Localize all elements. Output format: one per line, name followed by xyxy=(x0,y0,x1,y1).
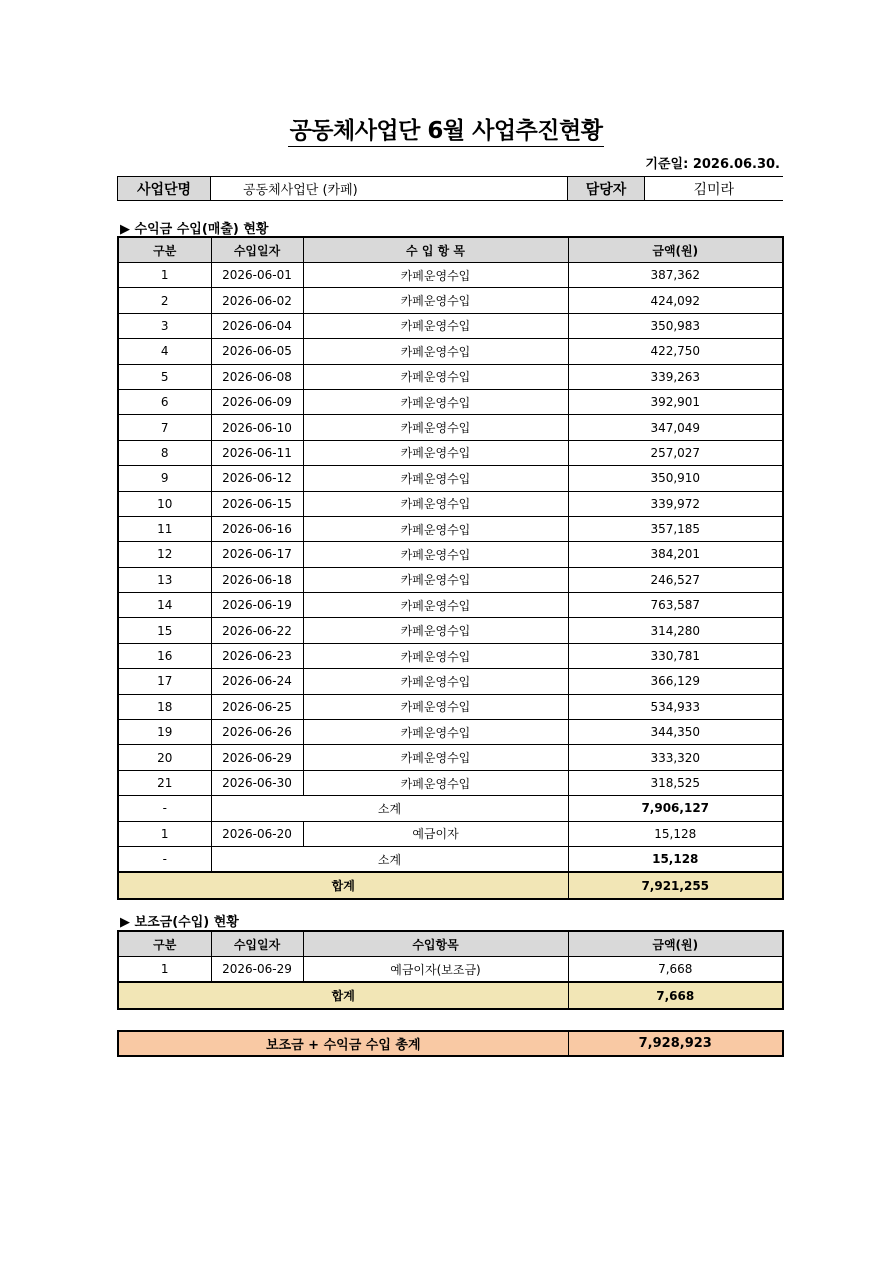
interest-item: 예금이자 xyxy=(303,821,568,846)
interest-no: 1 xyxy=(118,821,211,846)
row-amount: 314,280 xyxy=(568,618,783,643)
row-no: 18 xyxy=(118,694,211,719)
table-row xyxy=(118,542,783,567)
row-item: 카페운영수입 xyxy=(303,542,568,567)
grand-total-amount: 7,928,923 xyxy=(568,1031,783,1056)
income-table xyxy=(117,236,784,900)
income-total-amount: 7,921,255 xyxy=(568,872,783,898)
row-amount: 330,781 xyxy=(568,643,783,668)
row-amount: 387,362 xyxy=(568,263,783,288)
row-date: 2026-06-29 xyxy=(211,957,303,983)
table-row xyxy=(118,694,783,719)
header-date: 수입일자 xyxy=(211,931,303,957)
row-amount: 318,525 xyxy=(568,770,783,795)
row-item: 카페운영수입 xyxy=(303,466,568,491)
row-amount: 339,972 xyxy=(568,491,783,516)
row-item: 카페운영수입 xyxy=(303,720,568,745)
row-no: 14 xyxy=(118,593,211,618)
row-no: 21 xyxy=(118,770,211,795)
row-item: 카페운영수입 xyxy=(303,618,568,643)
row-no: 17 xyxy=(118,669,211,694)
subtotal-label: 소계 xyxy=(211,846,568,872)
header-no: 구분 xyxy=(118,237,211,263)
row-date: 2026-06-05 xyxy=(211,339,303,364)
row-item: 카페운영수입 xyxy=(303,364,568,389)
row-item: 카페운영수입 xyxy=(303,643,568,668)
subsidy-total-label: 합계 xyxy=(118,982,568,1008)
table-row xyxy=(118,643,783,668)
interest-amount: 15,128 xyxy=(568,821,783,846)
table-row xyxy=(118,957,783,983)
row-date: 2026-06-30 xyxy=(211,770,303,795)
row-amount: 347,049 xyxy=(568,415,783,440)
row-amount: 763,587 xyxy=(568,593,783,618)
row-item: 카페운영수입 xyxy=(303,694,568,719)
row-no: 1 xyxy=(118,263,211,288)
row-amount: 392,901 xyxy=(568,389,783,414)
row-no: 8 xyxy=(118,440,211,465)
table-row xyxy=(118,618,783,643)
row-amount: 7,668 xyxy=(568,957,783,983)
row-date: 2026-06-08 xyxy=(211,364,303,389)
row-date: 2026-06-24 xyxy=(211,669,303,694)
row-no: 3 xyxy=(118,313,211,338)
subsidy-section-title: ▶ 보조금(수입) 현황 xyxy=(120,915,239,930)
row-no: 15 xyxy=(118,618,211,643)
interest-date: 2026-06-20 xyxy=(211,821,303,846)
row-item: 카페운영수입 xyxy=(303,389,568,414)
row-no: 20 xyxy=(118,745,211,770)
row-item: 카페운영수입 xyxy=(303,339,568,364)
row-date: 2026-06-12 xyxy=(211,466,303,491)
row-date: 2026-06-09 xyxy=(211,389,303,414)
table-row xyxy=(118,466,783,491)
row-amount: 339,263 xyxy=(568,364,783,389)
row-no: 4 xyxy=(118,339,211,364)
table-row xyxy=(118,440,783,465)
group-name-label: 사업단명 xyxy=(118,177,211,201)
subtotal-no: - xyxy=(118,846,211,872)
row-no: 1 xyxy=(118,957,211,983)
row-no: 9 xyxy=(118,466,211,491)
subtotal-no: - xyxy=(118,796,211,821)
row-date: 2026-06-25 xyxy=(211,694,303,719)
income-subtotal-row xyxy=(118,796,783,821)
row-date: 2026-06-22 xyxy=(211,618,303,643)
row-date: 2026-06-18 xyxy=(211,567,303,592)
info-table xyxy=(117,176,783,201)
grand-total-label: 보조금 + 수익금 수입 총계 xyxy=(118,1031,568,1056)
row-amount: 257,027 xyxy=(568,440,783,465)
row-item: 카페운영수입 xyxy=(303,313,568,338)
income-header-row xyxy=(118,237,783,263)
row-no: 11 xyxy=(118,516,211,541)
grand-total-table xyxy=(117,1030,784,1057)
header-item: 수입항목 xyxy=(303,931,568,957)
table-row xyxy=(118,720,783,745)
row-amount: 350,983 xyxy=(568,313,783,338)
table-row xyxy=(118,491,783,516)
row-date: 2026-06-01 xyxy=(211,263,303,288)
subtotal-label: 소계 xyxy=(211,796,568,821)
row-no: 19 xyxy=(118,720,211,745)
row-amount: 534,933 xyxy=(568,694,783,719)
row-no: 5 xyxy=(118,364,211,389)
grand-total-row xyxy=(118,1031,783,1056)
row-item: 카페운영수입 xyxy=(303,415,568,440)
row-date: 2026-06-02 xyxy=(211,288,303,313)
income-total-row xyxy=(118,872,783,898)
row-amount: 366,129 xyxy=(568,669,783,694)
header-no: 구분 xyxy=(118,931,211,957)
row-no: 7 xyxy=(118,415,211,440)
row-amount: 350,910 xyxy=(568,466,783,491)
row-item: 카페운영수입 xyxy=(303,516,568,541)
table-row xyxy=(118,364,783,389)
row-no: 6 xyxy=(118,389,211,414)
interest-subtotal-row xyxy=(118,846,783,872)
row-item: 카페운영수입 xyxy=(303,745,568,770)
row-item: 카페운영수입 xyxy=(303,669,568,694)
row-date: 2026-06-16 xyxy=(211,516,303,541)
row-no: 16 xyxy=(118,643,211,668)
row-date: 2026-06-04 xyxy=(211,313,303,338)
row-date: 2026-06-15 xyxy=(211,491,303,516)
row-date: 2026-06-10 xyxy=(211,415,303,440)
header-date: 수입일자 xyxy=(211,237,303,263)
row-no: 2 xyxy=(118,288,211,313)
row-amount: 333,320 xyxy=(568,745,783,770)
row-item: 카페운영수입 xyxy=(303,288,568,313)
table-row xyxy=(118,516,783,541)
subsidy-total-amount: 7,668 xyxy=(568,982,783,1008)
table-row xyxy=(118,389,783,414)
row-no: 12 xyxy=(118,542,211,567)
table-row xyxy=(118,567,783,592)
row-amount: 246,527 xyxy=(568,567,783,592)
row-date: 2026-06-29 xyxy=(211,745,303,770)
table-row xyxy=(118,745,783,770)
manager-label: 담당자 xyxy=(568,177,645,201)
table-row xyxy=(118,669,783,694)
table-row xyxy=(118,288,783,313)
row-item: 카페운영수입 xyxy=(303,593,568,618)
header-amount: 금액(원) xyxy=(568,237,783,263)
row-no: 10 xyxy=(118,491,211,516)
base-date: 기준일: 2026.06.30. xyxy=(645,157,780,172)
row-item: 카페운영수입 xyxy=(303,440,568,465)
row-date: 2026-06-11 xyxy=(211,440,303,465)
interest-row xyxy=(118,821,783,846)
page-title-text: 공동체사업단 6월 사업추진현황 xyxy=(288,118,605,147)
income-total-label: 합계 xyxy=(118,872,568,898)
row-item: 예금이자(보조금) xyxy=(303,957,568,983)
page-title xyxy=(0,112,892,145)
manager-value: 김미라 xyxy=(645,177,783,201)
income-section-title: ▶ 수익금 수입(매출) 현황 xyxy=(120,222,269,237)
row-date: 2026-06-19 xyxy=(211,593,303,618)
group-name-value: 공동체사업단 (카페) xyxy=(211,177,568,201)
row-item: 카페운영수입 xyxy=(303,491,568,516)
header-item: 수 입 항 목 xyxy=(303,237,568,263)
row-amount: 344,350 xyxy=(568,720,783,745)
subsidy-header-row xyxy=(118,931,783,957)
table-row xyxy=(118,770,783,795)
subsidy-total-row xyxy=(118,982,783,1008)
row-no: 13 xyxy=(118,567,211,592)
row-date: 2026-06-17 xyxy=(211,542,303,567)
row-date: 2026-06-23 xyxy=(211,643,303,668)
table-row xyxy=(118,593,783,618)
row-item: 카페운영수입 xyxy=(303,263,568,288)
row-date: 2026-06-26 xyxy=(211,720,303,745)
subtotal-amount: 15,128 xyxy=(568,846,783,872)
table-row xyxy=(118,339,783,364)
subtotal-amount: 7,906,127 xyxy=(568,796,783,821)
row-item: 카페운영수입 xyxy=(303,770,568,795)
table-row xyxy=(118,313,783,338)
header-amount: 금액(원) xyxy=(568,931,783,957)
table-row xyxy=(118,263,783,288)
subsidy-table xyxy=(117,930,784,1010)
row-amount: 357,185 xyxy=(568,516,783,541)
row-amount: 384,201 xyxy=(568,542,783,567)
row-amount: 422,750 xyxy=(568,339,783,364)
row-item: 카페운영수입 xyxy=(303,567,568,592)
table-row xyxy=(118,415,783,440)
row-amount: 424,092 xyxy=(568,288,783,313)
